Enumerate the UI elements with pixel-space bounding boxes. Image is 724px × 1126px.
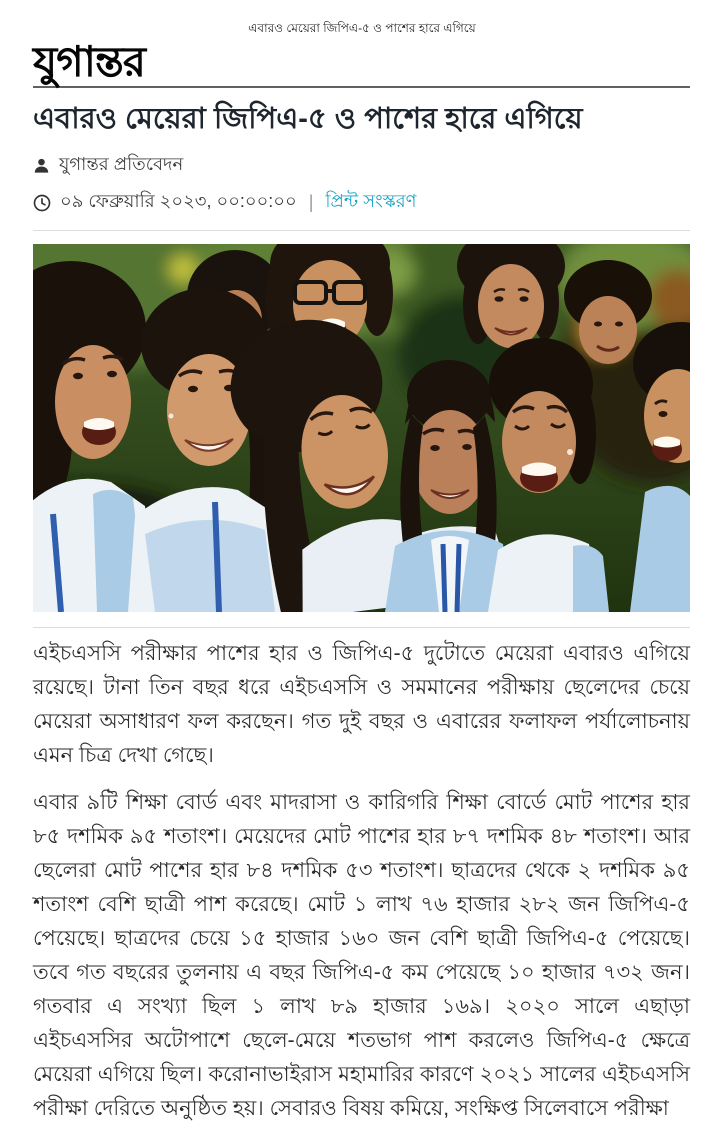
masthead-divider: [33, 86, 690, 88]
article-paragraph: এবার ৯টি শিক্ষা বোর্ড এবং মাদরাসা ও কারিগরি শিক্ষা বোর্ডে মোট পাশের হার ৮৫ দশমিক ৯৫ শতাংশ। মেয়েদের মোট পাশের হার ৮৭ দশমিক ৪৮ শতাংশ। আর ছেলেরা মোট পাশের হার ৮৪ দশমিক ৫৩ শতাংশ। ছাত্রদের থেকে ২ দশমিক ৯৫ শতাংশ বেশি ছাত্রী পাশ করেছে। মোট ১ লাখ ৭৬ হাজার ২৮২ জন জিপিএ-৫ পেয়েছে। ছাত্রদের চেয়ে ১৫ হাজার ১৬০ জন বেশি ছাত্রী জিপিএ-৫ পেয়েছে। তবে গত বছরের তুলনায় এ বছর জিপিএ-৫ কম পেয়েছে ১০ হাজার ৭৩২ জন। গতবার এ সংখ্যা ছিল ১ লাখ ৮৯ হাজার ১৬৯। ২০২০ সালে এছাড়া এইচএসসির অটোপাশে ছেলে-মেয়ে শতভাগ পাশ করলেও জিপিএ-৫ ক্ষেত্রে মেয়েরা এগিয়ে ছিল। করোনাভাইরাস মহামারির কারণে ২০২১ সালের এইচএসসি পরীক্ষা দেরিতে অনুষ্ঠিত হয়। সেবারও বিষয় কমিয়ে, সংক্ষিপ্ত সিলেবাসে পরীক্ষা: [33, 791, 690, 1120]
photo-bottom-divider: [33, 627, 690, 628]
user-icon: [33, 157, 50, 174]
publish-datetime: ০৯ ফেব্রুয়ারি ২০২৩, ০০:০০:০০: [60, 191, 297, 211]
photo-top-divider: [33, 230, 690, 231]
reporter-name: যুগান্তর প্রতিবেদন: [59, 154, 184, 174]
article-photo: [33, 244, 690, 612]
meta-row: [33, 187, 690, 218]
article-headline: এবারও মেয়েরা জিপিএ-৫ ও পাশের হারে এগিয়ে: [33, 103, 583, 135]
clock-icon: [33, 194, 51, 212]
byline-row: [33, 150, 690, 181]
article-container: [33, 35, 690, 1126]
print-edition-link[interactable]: প্রিন্ট সংস্করণ: [325, 191, 417, 211]
article-paragraph: এইচএসসি পরীক্ষার পাশের হার ও জিপিএ-৫ দুটোতে মেয়েরা এবারও এগিয়ে রয়েছে। টানা তিন বছর ধরে এইচএসসি ও সমমানের পরীক্ষায় ছেলেদের চেয়ে মেয়েরা অসাধারণ ফল করছেন। গত দুই বছর ও এবারের ফলাফল পর্যালোচনায় এমন চিত্র দেখা গেছে।: [33, 642, 690, 767]
meta-separator: |: [308, 192, 314, 212]
document-title-header: এবারও মেয়েরা জিপিএ-৫ ও পাশের হারে এগিয়ে: [248, 21, 476, 35]
jugantor-logo[interactable]: যুগান্তর: [33, 38, 145, 85]
